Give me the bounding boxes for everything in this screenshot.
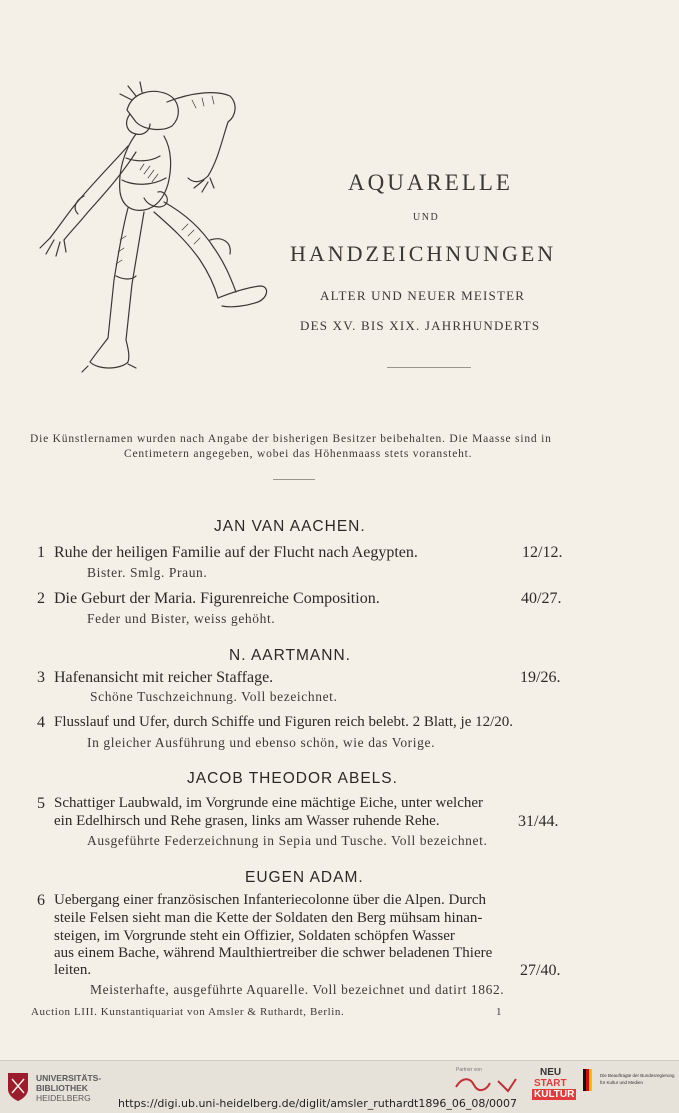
intro-line-2: Centimetern angegeben, wobei das Höhenmaass stets voransteht. [124,448,473,460]
entry-5-line-2: ein Edelhirsch und Rehe grasen, links am Wasser ruhende Rehe. [54,813,440,829]
bkm-line-2: für Kultur und Medien [600,1080,644,1085]
entry-5-line-1: Schattiger Laubwald, im Vorgrunde eine mächtige Eiche, unter welcher [54,795,484,811]
neustart-logo-line-2: START [534,1078,567,1089]
entry-3-note: Schöne Tuschzeichnung. Voll bezeichnet. [90,689,338,704]
entry-1-dimensions: 12/12. [522,544,563,561]
page-number: 1 [496,1006,503,1018]
neustart-logo-line-1: NEU [540,1067,562,1078]
entry-4-note: In gleicher Ausführung und ebenso schön, wie das Vorige. [87,735,436,750]
entry-6-line-1: Uebergang einer französischen Infanteriecolonne über die Alpen. Durch [54,892,487,908]
artist-heading-eugen-adam: EUGEN ADAM. [245,869,364,886]
university-name-line-3: HEIDELBERG [36,1093,91,1103]
entry-6-note: Meisterhafte, ausgeführte Aquarelle. Voll bezeichnet und datirt 1862. [90,982,505,997]
entry-6-line-4: aus einem Bache, während Maulthiertreiber die schwer beladenen Thiere [54,945,493,961]
entry-2-dimensions: 40/27. [521,590,562,607]
university-name-line-1: UNIVERSITÄTS- [36,1073,102,1083]
artist-heading-aartmann: N. AARTMANN. [229,647,351,664]
entry-1-text: Ruhe der heiligen Familie auf der Flucht nach Aegypten. [54,544,418,561]
neustart-logo-line-3: KULTUR [534,1089,575,1100]
entry-5-dimensions: 31/44. [518,813,559,830]
title-und: UND [413,212,440,223]
title-alter-und-neuer-meister: ALTER UND NEUER MEISTER [320,288,526,303]
federal-eagle-icon [583,1069,597,1091]
entry-6-line-2: steile Felsen sieht man die Kette der Soldaten den Berg mühsam hinan- [54,910,483,926]
entry-5-note: Ausgeführte Federzeichnung in Sepia und Tusche. Voll bezeichnet. [87,833,488,848]
entry-2-text: Die Geburt der Maria. Figurenreiche Composition. [54,590,380,607]
entry-1-number: 1 [37,544,45,561]
entry-6-line-3: steigen, im Vorgrunde steht ein Offizier, Soldaten schöpfen Wasser [54,928,455,944]
page-footer-publisher: Auction LIII. Kunstantiquariat von Amsler & Ruthardt, Berlin. [31,1006,345,1018]
entry-4-text: Flusslauf und Ufer, durch Schiffe und Figuren reich belebt. 2 Blatt, je 12/20. [54,714,514,730]
university-name-line-2: BIBLIOTHEK [36,1083,88,1093]
title-handzeichnungen: HANDZEICHNUNGEN [290,241,557,266]
title-jahrhunderts: DES XV. BIS XIX. JAHRHUNDERTS [300,318,541,333]
entry-5-number: 5 [37,795,45,812]
entry-3-text: Hafenansicht mit reicher Staffage. [54,669,274,686]
entry-6-line-5: leiten. [54,962,92,978]
entry-2-number: 2 [37,590,45,607]
entry-3-number: 3 [37,669,45,686]
partner-label: Partner von [456,1067,482,1073]
viewer-footer-bar [0,1060,679,1113]
jester-illustration [32,80,277,390]
title-rule [387,367,471,368]
bkm-line-1: Die Beauftragte der Bundesregierung [600,1073,675,1078]
partner-logo-icon [452,1075,522,1095]
entry-2-note: Feder und Bister, weiss gehöht. [87,611,276,626]
intro-rule [273,479,315,480]
intro-line-1: Die Künstlernamen wurden nach Angabe der bisherigen Besitzer beibehalten. Die Maasse sind in [30,433,552,445]
artist-heading-jan-van-aachen: JAN VAN AACHEN. [214,518,366,535]
university-seal-icon [6,1069,30,1103]
digi-url-link[interactable]: https://digi.ub.uni-heidelberg.de/diglit/amsler_ruthardt1896_06_08/0007 [118,1097,518,1110]
entry-6-dimensions: 27/40. [520,962,561,979]
entry-1-note: Bister. Smlg. Praun. [87,565,208,580]
artist-heading-abels: JACOB THEODOR ABELS. [187,770,398,787]
entry-3-dimensions: 19/26. [520,669,561,686]
title-aquarelle: AQUARELLE [348,170,513,195]
entry-4-number: 4 [37,714,45,731]
entry-6-number: 6 [37,892,45,909]
